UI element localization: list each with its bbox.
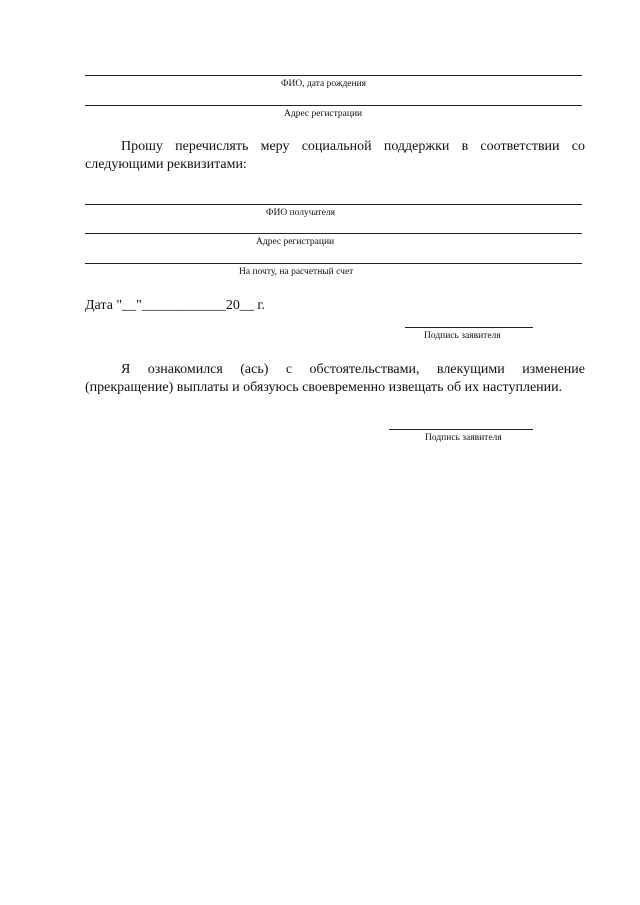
signature-line-2[interactable] bbox=[389, 429, 533, 430]
delivery-caption: На почту, на расчетный счет bbox=[239, 267, 354, 277]
signature-caption-2: Подпись заявителя bbox=[425, 433, 502, 443]
signature-caption-1: Подпись заявителя bbox=[424, 331, 501, 341]
recipient-address-line[interactable] bbox=[85, 233, 582, 234]
recipient-address-caption: Адрес регистрации bbox=[256, 237, 335, 247]
date-field[interactable]: Дата "__"____________20__ г. bbox=[85, 298, 265, 313]
recipient-fio-caption: ФИО получателя bbox=[266, 208, 336, 218]
acknowledgement-paragraph: Я ознакомился (ась) с обстоятельствами, влекущими изменение (прекращение) выплаты и обязуюсь своевременно извещать об их наступлении. bbox=[85, 362, 585, 395]
fio-birth-line[interactable] bbox=[85, 75, 582, 76]
address-line[interactable] bbox=[85, 105, 582, 106]
fio-birth-caption: ФИО, дата рождения bbox=[281, 79, 367, 89]
signature-line-1[interactable] bbox=[405, 327, 533, 328]
address-caption: Адрес регистрации bbox=[284, 109, 363, 119]
recipient-fio-line[interactable] bbox=[85, 204, 582, 205]
request-paragraph: Прошу перечислять меру социальной поддержки в соответствии со следующими реквизитами: bbox=[85, 139, 585, 172]
delivery-line[interactable] bbox=[85, 263, 582, 264]
